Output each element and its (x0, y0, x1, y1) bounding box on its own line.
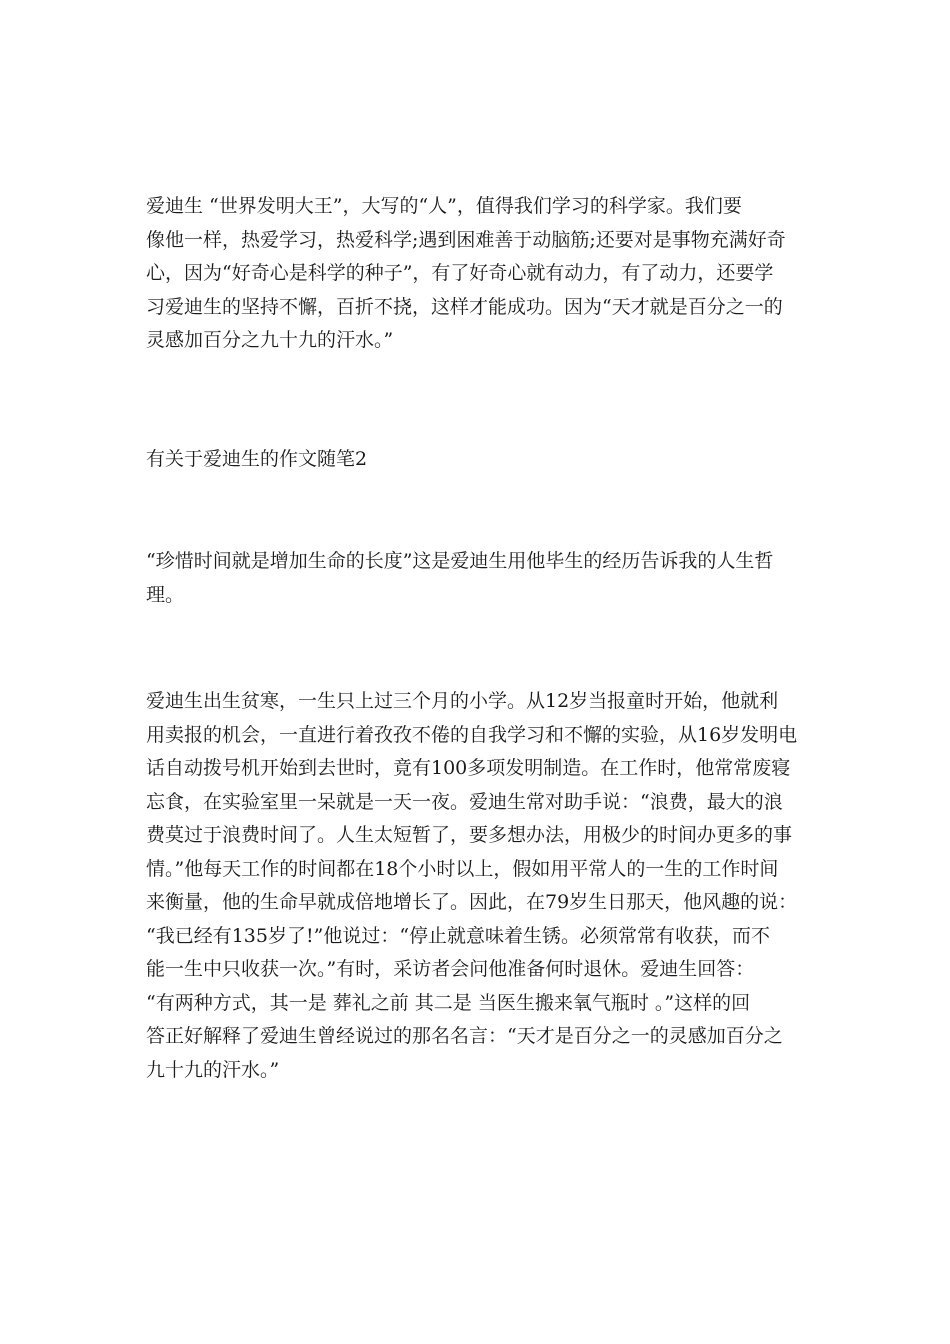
paragraph-biography (146, 685, 816, 1087)
text-line: “珍惜时间就是增加生命的长度”这是爱迪生用他毕生的经历告诉我的人生哲 (146, 550, 774, 572)
text-line: 用卖报的机会，一直进行着孜孜不倦的自我学习和不懈的实验，从16岁发明电 (146, 723, 798, 746)
text-line: 来衡量，他的生命早就成倍地增长了。因此，在79岁生日那天，他风趣的说： (146, 891, 798, 913)
text-line: 费莫过于浪费时间了。人生太短暂了，要多想办法，用极少的时间办更多的事 (146, 824, 793, 846)
paragraph-intro (146, 190, 816, 358)
text-line: 像他一样，热爱学习，热爱科学;遇到困难善于动脑筋;还要对是事物充满好奇 (146, 228, 786, 251)
text-line: 理。 (146, 583, 185, 606)
text-line: 心，因为“好奇心是科学的种子”，有了好奇心就有动力，有了动力，还要学 (146, 262, 774, 284)
text-line: 话自动拨号机开始到去世时，竟有100多项发明制造。在工作时，他常常废寝 (146, 757, 791, 779)
text-line: 爱迪生出生贫寒，一生只上过三个月的小学。从12岁当报童时开始，他就利 (146, 690, 779, 712)
text-line: 九十九的汗水。” (146, 1058, 280, 1081)
text-line: 灵感加百分之九十九的汗水。” (146, 329, 394, 351)
paragraph-quote (146, 545, 816, 612)
text-line: 情。”他每天工作的时间都在18个小时以上，假如用平常人的一生的工作时间 (146, 857, 779, 880)
text-line: 忘食，在实验室里一呆就是一天一夜。爱迪生常对助手说：“浪费，最大的浪 (146, 790, 783, 813)
text-line: “我已经有135岁了!”他说过：“停止就意味着生锈。必须常常有收获，而不 (146, 924, 771, 947)
text-line: 习爱迪生的坚持不懈，百折不挠，这样才能成功。因为“天才就是百分之一的 (146, 295, 783, 318)
text-line: 爱迪生 “世界发明大王”，大写的“人”，值得我们学习的科学家。我们要 (146, 195, 742, 217)
section-heading (146, 443, 816, 477)
text-line: 答正好解释了爱迪生曾经说过的那名名言：“天才是百分之一的灵感加百分之 (146, 1025, 783, 1047)
text-line: 能一生中只收获一次。”有时，采访者会问他准备何时退休。爱迪生回答： (146, 958, 755, 980)
text-line: “有两种方式，其一是 葬礼之前 其二是 当医生搬来氧气瓶时 。”这样的回 (146, 991, 751, 1014)
heading-text: 有关于爱迪生的作文随笔2 (146, 448, 368, 470)
